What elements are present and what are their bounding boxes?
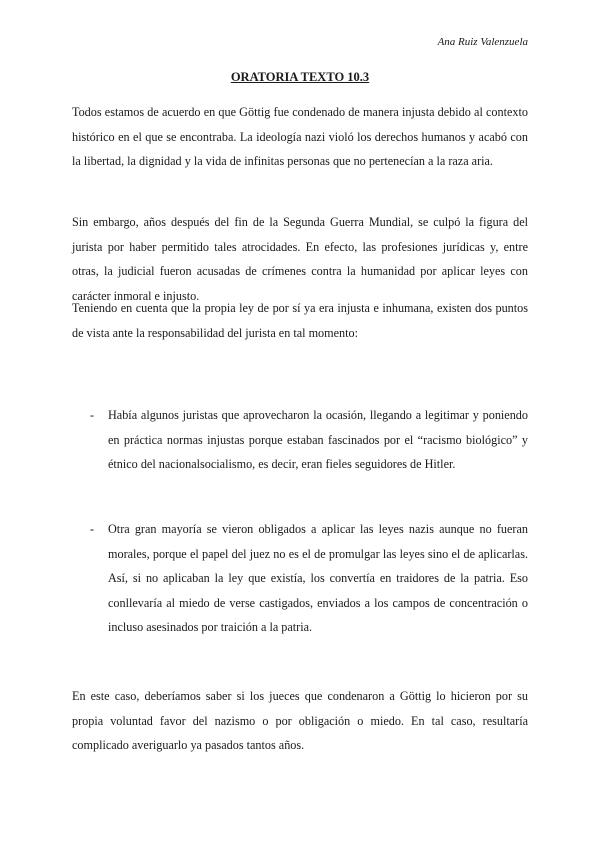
paragraph-intro: Todos estamos de acuerdo en que Göttig fue condenado de manera injusta debido al contexto histórico en el que se encontraba. La ideología nazi violó los derechos humanos y acabó con la libertad, la dignidad y la vida de infinitas personas que no pertenecían a la raza aria. <box>72 105 528 168</box>
paragraph-context: Sin embargo, años después del fin de la Segunda Guerra Mundial, se culpó la figura del jurista por haber permitido tales atrocidades. En efecto, las profesiones jurídicas y, entre otras, la judicial fueron acusadas de crímenes contra la humanidad por aplicar leyes con carácter inmoral e injusto. <box>72 215 528 303</box>
bullet-dash: - <box>90 408 95 422</box>
list-item <box>90 403 528 477</box>
author-name: Ana Ruiz Valenzuela <box>437 36 528 48</box>
list-item-text: Otra gran mayoría se vieron obligados a aplicar las leyes nazis aunque no fueran morales, porque el papel del juez no es el de promulgar las leyes sino el de aplicarlas. Así, si no aplicaban la ley que existía, los convertía en traidores de la patria. Eso conllevaría al miedo de verse castigados, enviados a los campos de concentración o incluso asesinados por traición a la patria. <box>108 522 528 634</box>
list-item <box>90 517 528 640</box>
list-item-text: Había algunos juristas que aprovecharon la ocasión, llegando a legitimar y poniendo en práctica normas injustas porque estaban fascinados por el “racismo biológico” y étnico del nacionalsocialismo, es decir, eran fieles seguidores de Hitler. <box>108 408 528 471</box>
paragraph-conclusion: En este caso, deberíamos saber si los jueces que condenaron a Göttig lo hicieron por su propia voluntad favor del nazismo o por obligación o miedo. En tal caso, resultaría complicado averiguarlo ya pasados tantos años. <box>72 689 528 752</box>
bullet-dash: - <box>90 522 95 536</box>
document-title: ORATORIA TEXTO 10.3 <box>230 70 370 84</box>
paragraph-viewpoints: Teniendo en cuenta que la propia ley de por sí ya era injusta e inhumana, existen dos puntos de vista ante la responsabilidad del jurista en tal momento: <box>72 301 528 340</box>
